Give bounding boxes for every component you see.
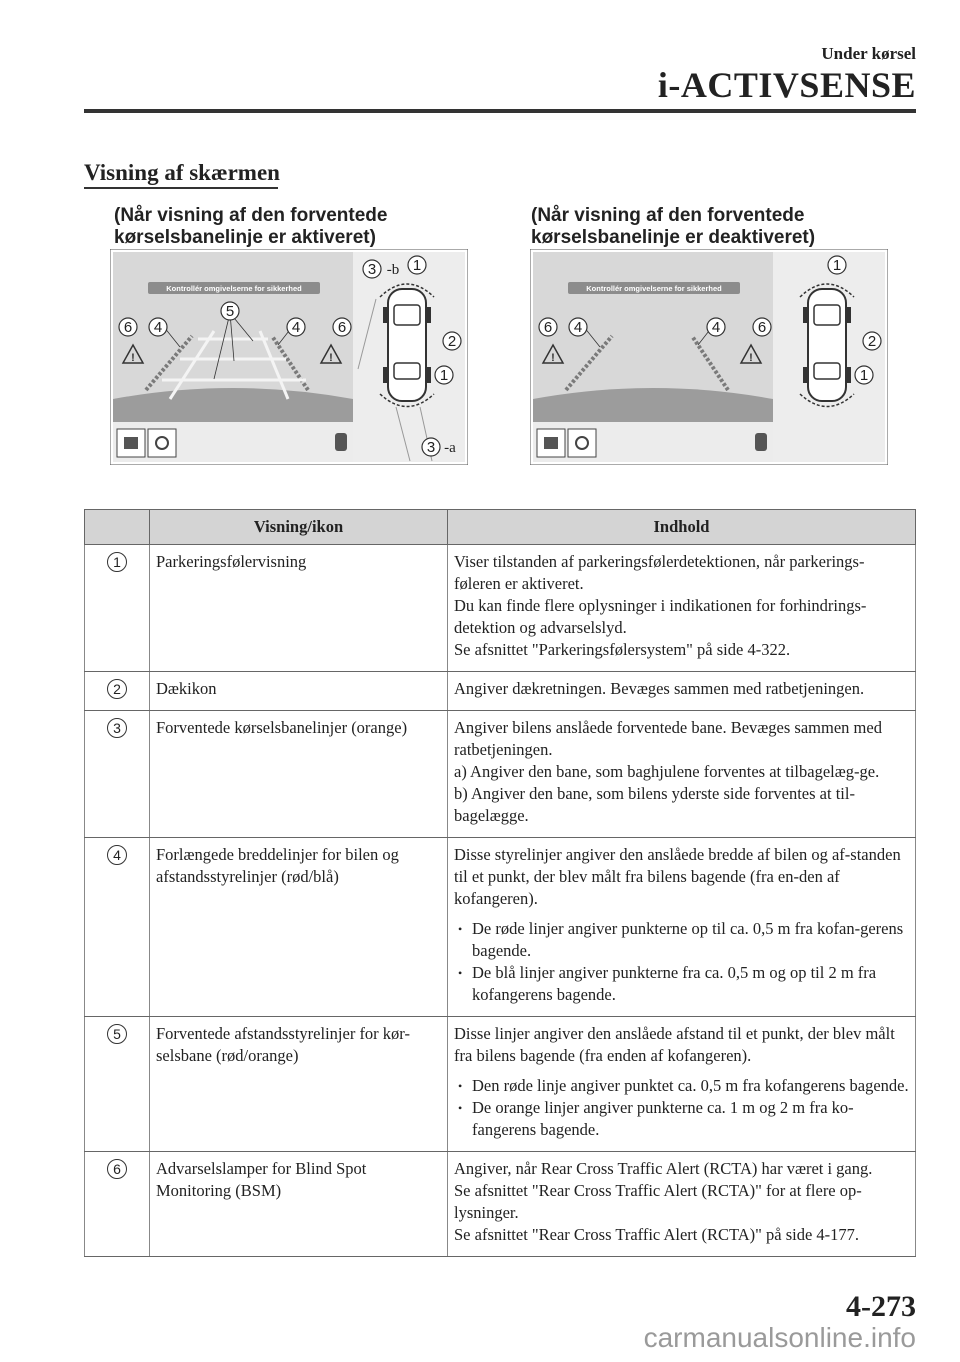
svg-text:4: 4 [573, 319, 583, 336]
bullet-item: • Den røde linje angiver punktet ca. 0,5 m fra kofangerens bagende. [454, 1075, 909, 1097]
screen-banner: Kontrollér omgivelserne for sikkerhed [586, 284, 722, 293]
table-row [85, 1152, 916, 1257]
table-header-row [85, 510, 916, 545]
header-rule [84, 109, 916, 113]
svg-text:6: 6 [337, 319, 347, 336]
callout-number: 4 [107, 845, 127, 865]
bullet-item: • De orange linjer angiver punkterne ca. 1 m og 2 m fra ko-fangerens bagende. [454, 1097, 909, 1141]
svg-text:1: 1 [832, 257, 842, 274]
svg-text:3: 3 [426, 439, 436, 456]
svg-text:4: 4 [291, 319, 301, 336]
svg-text:2: 2 [867, 333, 877, 350]
bullet-list [454, 918, 909, 1006]
bullet-list [454, 1075, 909, 1141]
section-title: Visning af skærmen [84, 160, 280, 185]
table-row [85, 545, 916, 672]
row-name: Dækikon [150, 672, 448, 711]
svg-text:!: ! [749, 352, 753, 364]
svg-text:!: ! [329, 352, 333, 364]
callout-number: 2 [107, 679, 127, 699]
bullet-item: • De blå linjer angiver punkterne fra ca. 0,5 m og op til 2 m fra kofangerens bagende. [454, 962, 909, 1006]
header-title: i-ACTIVSENSE [657, 65, 916, 105]
callout-number: 3 [107, 718, 127, 738]
svg-text:3: 3 [367, 261, 377, 278]
svg-text:6: 6 [543, 319, 553, 336]
table-row [85, 711, 916, 838]
row-content: Viser tilstanden af parkeringsfølerdetektionen, når parkerings-føleren er aktiveret. Du kan finde flere oplysninger i indikationen for forhindrings-detektion og advarselslyd. Se afsnittet "Parkeringsfølersystem" på side 4-322. [448, 545, 916, 672]
svg-text:2: 2 [447, 333, 457, 350]
figure-caption-active: (Når visning af den forventede kørselsbanelinje er aktiveret) [114, 205, 388, 248]
page-number: 4-273 [846, 1290, 916, 1323]
table-header-icon: Visning/ikon [150, 510, 448, 545]
figure-caption-inactive: (Når visning af den forventede kørselsbanelinje er deaktiveret) [531, 205, 816, 248]
svg-text:!: ! [131, 352, 135, 364]
row-name: Forventede afstandsstyrelinjer for kør-selsbane (rød/orange) [150, 1017, 448, 1152]
screen-figure-active [110, 249, 468, 465]
table-header-num [85, 510, 150, 545]
table-row [85, 1017, 916, 1152]
row-content: Disse styrelinjer angiver den anslåede bredde af bilen og af-standen til et punkt, der blev målt fra bilens bagende (fra en-den af kofangeren). • De røde linjer angiver punkterne op til ca. 0,5 m fra kofan-gerens bagende. • De blå linjer angiver punkterne fra ca. 0,5 m og op til 2 m fra kofangerens bagende. [448, 838, 916, 1017]
label-3b: -b [386, 262, 400, 278]
callout-number: 5 [107, 1024, 127, 1044]
svg-text:1: 1 [412, 257, 422, 274]
svg-text:4: 4 [711, 319, 721, 336]
screen-banner: Kontrollér omgivelserne for sikkerhed [166, 284, 302, 293]
svg-text:5: 5 [225, 303, 235, 320]
row-content: Angiver dækretningen. Bevæges sammen med ratbetjeningen. [448, 672, 916, 711]
legend-table [84, 509, 916, 1257]
label-3a: -a [444, 440, 456, 456]
svg-text:1: 1 [859, 367, 869, 384]
table-row [85, 672, 916, 711]
row-content: Angiver bilens anslåede forventede bane. Bevæges sammen med ratbetjeningen. a) Angiver den bane, som baghjulene forventes at tilbagelæg-ge. b) Angiver den bane, som bilens yderste side forventes at til-bagelægge. [448, 711, 916, 838]
watermark: carmanualsonline.info [643, 1322, 916, 1353]
svg-text:6: 6 [123, 319, 133, 336]
header-section: Under kørsel [821, 44, 916, 63]
row-name: Parkeringsfølervisning [150, 545, 448, 672]
row-name: Forlængede breddelinjer for bilen og afstandsstyrelinjer (rød/blå) [150, 838, 448, 1017]
callout-number: 1 [107, 552, 127, 572]
svg-text:6: 6 [757, 319, 767, 336]
table-row [85, 838, 916, 1017]
row-name: Forventede kørselsbanelinjer (orange) [150, 711, 448, 838]
row-name: Advarselslamper for Blind Spot Monitoring (BSM) [150, 1152, 448, 1257]
svg-text:1: 1 [439, 367, 449, 384]
bullet-item: • De røde linjer angiver punkterne op til ca. 0,5 m fra kofan-gerens bagende. [454, 918, 909, 962]
svg-text:4: 4 [153, 319, 163, 336]
row-content: Angiver, når Rear Cross Traffic Alert (RCTA) har været i gang. Se afsnittet "Rear Cross Traffic Alert (RCTA)" for at flere op-lysninger. Se afsnittet "Rear Cross Traffic Alert (RCTA)" på side 4-177. [448, 1152, 916, 1257]
section-underline [84, 187, 278, 189]
callout-number: 6 [107, 1159, 127, 1179]
svg-text:!: ! [551, 352, 555, 364]
screen-figure-inactive [530, 249, 888, 465]
row-content: Disse linjer angiver den anslåede afstand til et punkt, der blev målt fra bilens bagende (fra enden af kofangeren). • Den røde linje angiver punktet ca. 0,5 m fra kofangerens bagende. • De orange linjer angiver punkterne ca. 1 m og 2 m fra ko-fangerens bagende. [448, 1017, 916, 1152]
table-header-content: Indhold [448, 510, 916, 545]
